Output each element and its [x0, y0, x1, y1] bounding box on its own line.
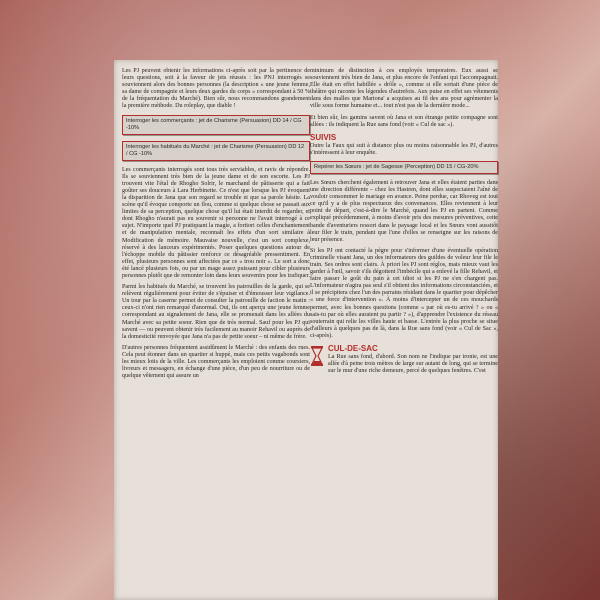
section-heading-suivis: SUIVIS: [310, 132, 337, 142]
skill-check-box: Interroger les habitués du Marché : jet de Charisme (Persuasion) DD 12 / CG -10%: [122, 141, 310, 161]
paragraph: D'autres personnes fréquentent assidûment le Marché : des enfants des rues. Cela peut étonner dans un quartier si huppé, mais ces petits vagabonds sont les mieux lotis de la ville. Les commerçants les emploient comme coursiers, livreurs et messagers, en échange d'une pièce, d'un peu de nourriture ou de quelque vêtement qui assure un: [122, 344, 310, 380]
paragraph: minimum de distinction à ces employés temporaires. Eux aussi se souviennent très bien de Jana, et plus encore de l'enfant qui l'accompagnait. Elle était en effet habillée « drôle », comme si elle sortait d'une pièce de théâtre qui raconte les légendes d'autrefois. Aux puise en effet ses vêtements dans des malles que Martona' a acquises au fil des ans pour agrémenter la ville sous forme humaine et... tout n'est pas de la dernière mode...: [310, 68, 498, 110]
section-heading-cul-de-sac: CUL-DE-SAC: [328, 344, 378, 353]
hourglass-icon: [310, 346, 324, 366]
paragraph: Et bien sûr, les gamins savent où Jana et son étrange petite compagne sont allées : ils indiquent la Rue sans fond (voir « Cul de sac »).: [310, 114, 498, 128]
paragraph: Parmi les habitués du Marché, se trouvent les patrouilles de la garde, qui se relèvent régulièrement pour éviter de s'épuiser et d'émousser leur vigilance. Un tour par la caserne permet de consulter la patrouille de faction le matin : ceux-ci n'ont rien remarqué d'anormal. Oui, ils ont aperçu une jeune femme correspondant au signalement de Jana, elle se promenait dans les allées du Marché avec sa petite soeur. Rien que de très normal. Sauf pour les PJ qui savent — ou peuvent obtenir très facilement au manoir Rehavil ou auprès de la domesticité renvoyée que Jana n'a pas de petite soeur – ni même de frère.: [122, 284, 310, 340]
paragraph: Si les PJ ont contacté la pègre pour s'informer d'une éventuelle opération criminelle visant Jana, un des informateurs des guildes de voleur leur file le train. Ses ordres sont clairs. À priori les PJ sont réglos, mais mieux vaut les garder à l'œil, savoir s'ils dégottent l'imbécile qui a enlevé la fille Rehavil, et faire passer le goût du pain à cet idiot si les PJ ne s'en chargent pas. L'informateur n'agira pas seul s'il obtient des informations circonstanciées, et il se précipitera chez l'un des parrains résidant dans le quartier pour dépêcher « une force d'intervention ». À moins d'intercepter un de ces mouchards permet, avec les bonnes questions (comme « par où es-tu arrivé ? » ou « sais-tu par où elles auraient pu partir ? »), d'apprendre l'existence du réseau souterrain qui relie les villes haute et basse. L'entrée la plus proche se situe d'ailleurs à quelques pas de là, dans la Rue sans fond (voir « Cul de Sac », ci-après).: [310, 247, 498, 339]
paragraph: Outre la Faux qui suit à distance plus ou moins raisonnable les PJ, d'autres s'intéressent à leur enquête.: [310, 142, 498, 156]
paragraph: Les Sœurs cherchent également à retrouver Jana et elles étaient parties dans une direction différente – chez les Hastren, dont elles suspectaient l'aîné de vouloir consommer le mariage en avance. Peine perdue, car Rhoveg est tout ce qu'il y a de plus respectueux des convenances. Elles reviennent à leur point de départ, c'est-à-dire le Marché, quand les PJ en partent. Comme expliqué précédemment, à moins d'avoir pris des mesures préventives, cette bande d'aventuriers ressort dans le paysage local et les Sœurs vont aussitôt leur filer le train, pendant que l'une d'elles se renseigne sur les raisons de leur présence.: [310, 179, 498, 243]
paragraph: Les PJ peuvent obtenir les informations ci-après soit par la pertinence de leurs questions, soit à la faveur de jets réussis : les PNJ interrogés se souviennent alors des bonnes personnes (la description « une jeune femme, sa dame de compagnie et leurs deux gardes du corps » correspondant à 50 % de la fréquentation du Marché). Bien sûr, nous recommandons grandement la première méthode. Du roleplay, que diable !: [122, 68, 310, 110]
paragraph: La Rue sans fond, d'abord. Son nom ne l'indique par ironie, est une allée d'à peine trois mètres de large sur autant de long, qui se termine sur le mur d'une riche demeure, percé de quelques fenêtres. C'est: [328, 354, 498, 375]
document-page: [114, 60, 498, 600]
left-column: [122, 68, 310, 384]
paragraph: Les commerçants interrogés sont tous très serviables, et ravis de répondre. Ils se souviennent très bien de la jeune dame et de son escorte. Les PJ trouvent vite l'étal de Rhogho Solrir, le marchand de pâtisserie qui a fait goûter ses douceurs à Lara Herbinette. Ce n'est que lorsque les PJ évoquent la disparition de Jana que son regard se trouble et que sa parole hésite. La scène qu'il évoque comporte un flou, comme si quelque chose se passait aux limites de sa perception, quelque chose qu'il lui était interdit de regarder, et dont Rhogho n'aurait pas eu souvenir si personne ne l'avait interrogé à ce sujet. N'importe quel PJ pratiquant la magie, a fortiori celles d'enchantement et de manipulation mentale, reconnaît les effets d'un sort similaire à Modification de mémoire. Mauvaise nouvelle, c'est un sort complexe, réservé à des lanceurs expérimentés. Poser quelques questions autour de l'échoppe mobile du pâtissier renforce ce désagréable pressentiment. En effet, plusieurs personnes sont affectées par ce « trou noir ». Le sort a donc été lancé plusieurs fois, ou par un mage assez puissant pour cibler plusieurs personnes plutôt que de remonter loin dans leurs souvenirs pour les trafiquer.: [122, 166, 310, 279]
skill-check-box: Interroger les commerçants : jet de Charisme (Persuasion) DD 14 / CG -10%: [122, 115, 310, 135]
cul-de-sac-section: [310, 344, 498, 375]
right-column: [310, 68, 498, 379]
skill-check-box: Repérer les Sœurs : jet de Sagesse (Perception) DD 15 / CG-20%: [310, 161, 498, 174]
